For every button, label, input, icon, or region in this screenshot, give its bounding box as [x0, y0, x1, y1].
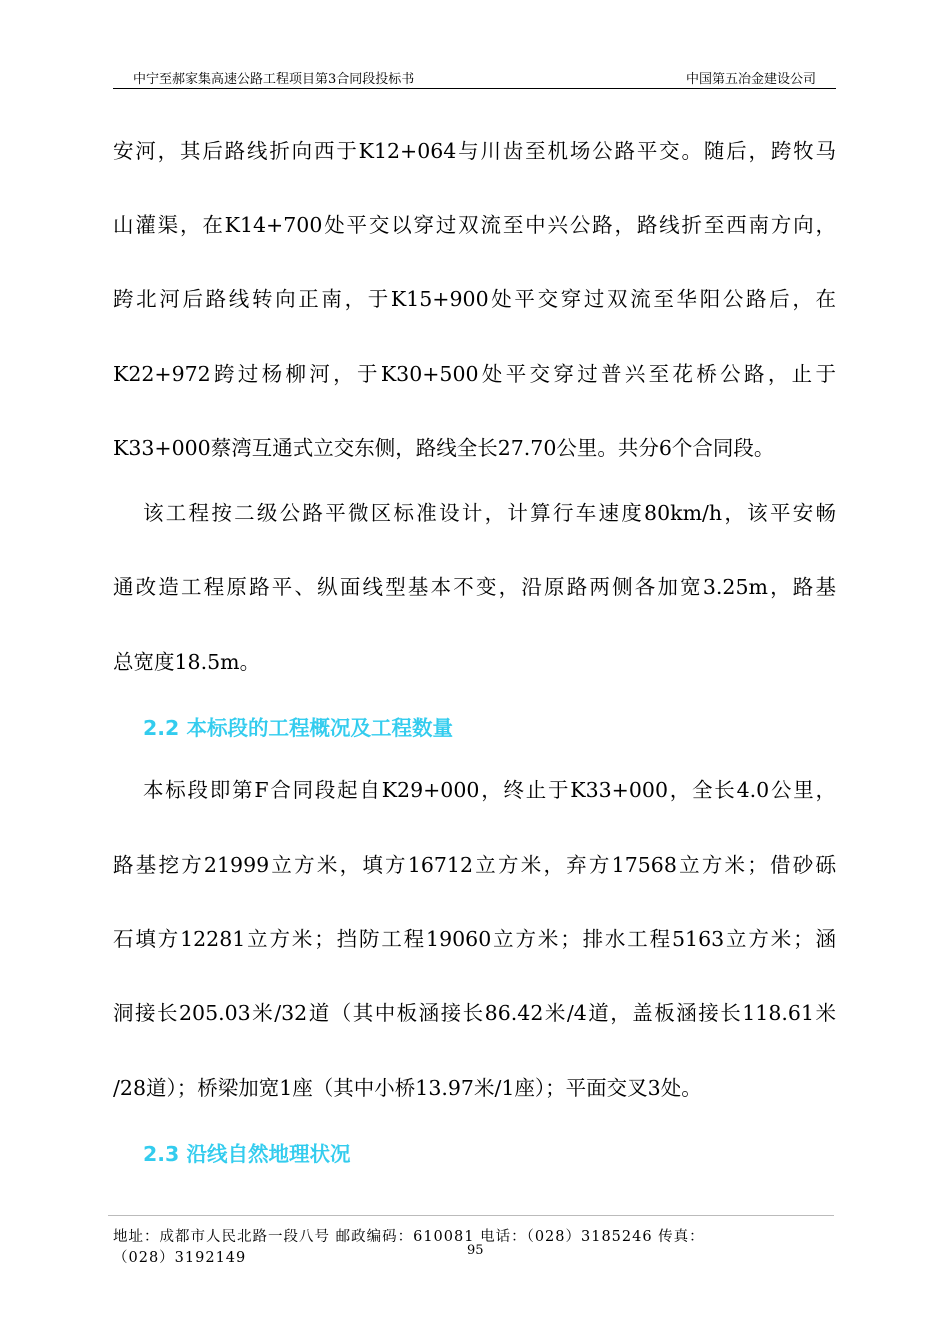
footer-address-line: 地址：成都市人民北路一段八号 邮政编码：610081 电话：（028）3185246 传真：	[113, 1229, 705, 1245]
header-document-title: 中宁至郝家集高速公路工程项目第3合同段投标书	[133, 72, 415, 87]
section-heading-2-2: 2.2 本标段的工程概况及工程数量	[143, 716, 453, 740]
body-line: 总宽度18.5m。	[113, 650, 261, 674]
body-line: 山灌渠，在K14+700处平交以穿过双流至中兴公路，路线折至西南方向，	[113, 213, 836, 237]
body-line: K22+972跨过杨柳河，于K30+500处平交穿过普兴至花桥公路，止于	[113, 362, 836, 386]
header-company-name: 中国第五冶金建设公司	[685, 72, 816, 87]
footer-fax-line: （028）3192149	[113, 1250, 247, 1266]
section-heading-2-3: 2.3 沿线自然地理状况	[143, 1142, 351, 1166]
footer-divider	[108, 1215, 834, 1216]
body-line: 本标段即第F合同段起自K29+000，终止于K33+000，全长4.0公里，	[143, 778, 836, 802]
body-line: /28道）；桥梁加宽1座（其中小桥13.97米/1座）；平面交叉3处。	[113, 1076, 702, 1100]
body-line: 该工程按二级公路平微区标准设计，计算行车速度80km/h，该平安畅	[143, 501, 836, 525]
body-line: 洞接长205.03米/32道（其中板涵接长86.42米/4道，盖板涵接长118.61米	[113, 1001, 836, 1025]
body-line: K33+000蔡湾互通式立交东侧，路线全长27.70公里。共分6个合同段。	[113, 436, 775, 460]
body-line: 跨北河后路线转向正南，于K15+900处平交穿过双流至华阳公路后，在	[113, 287, 836, 311]
body-line: 安河，其后路线折向西于K12+064与川齿至机场公路平交。随后，跨牧马	[113, 139, 836, 163]
page-header	[113, 66, 836, 89]
page-number: 95	[467, 1243, 484, 1258]
body-line: 石填方12281立方米；挡防工程19060立方米；排水工程5163立方米；涵	[113, 927, 836, 951]
body-line: 通改造工程原路平、纵面线型基本不变，沿原路两侧各加宽3.25m，路基	[113, 575, 836, 599]
body-line: 路基挖方21999立方米，填方16712立方米，弃方17568立方米；借砂砾	[113, 853, 836, 877]
